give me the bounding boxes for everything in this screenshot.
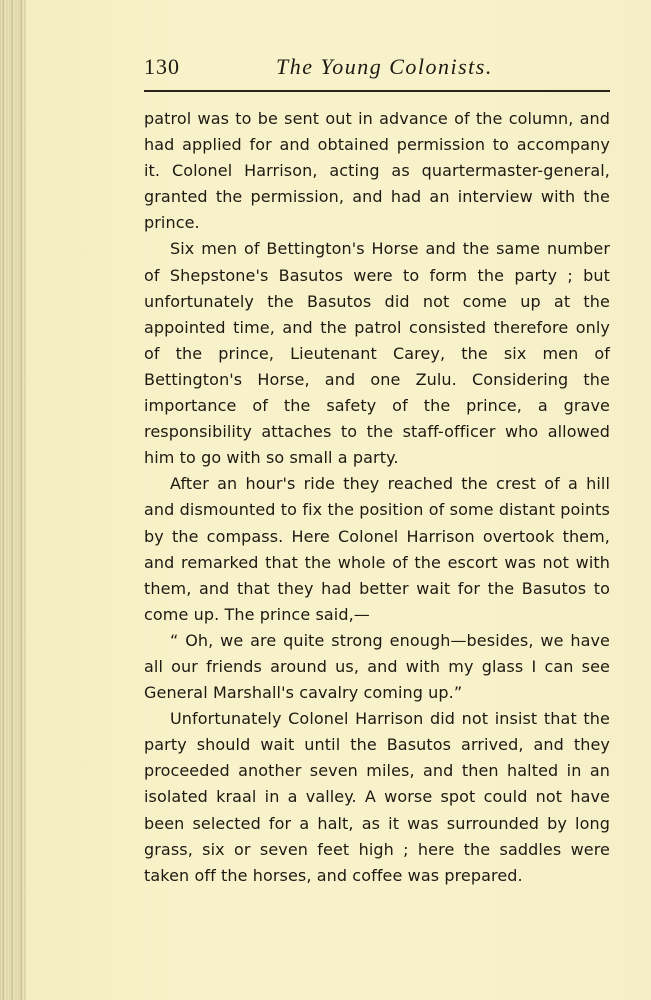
book-gutter [0,0,26,1000]
paragraph-5: Unfortunately Colonel Harrison did not insist that the party should wait until the Basutos arrived, and they proceeded another seven miles, and then halted in an isolated kraal in a valley. A worse spot could not have been selected for a halt, as it was surrounded by long grass, six or seven feet high ; here the saddles were taken off the horses, and coffee was prepared. [144,709,610,885]
paragraph-3: After an hour's ride they reached the crest of a hill and dismounted to fix the position of some distant points by the compass. Here Colonel Harrison overtook them, and remarked that the whole of the escort was not with them, and that they had better wait for the Basutos to come up. The prince said,— [144,474,610,624]
paragraph-2: Six men of Bettington's Horse and the same number of Shepstone's Basutos were to form the party ; but unfortunately the Basutos did not come up at the appointed time, and the patrol consisted therefore only of the prince, Lieutenant Carey, the six men of Bettington's Horse, and one Zulu. Considering the importance of the safety of the prince, a grave responsibility attaches to the staff-officer who allowed him to go with so small a party. [144,239,610,468]
page-number: 130 [144,54,180,79]
page-header [144,52,610,82]
paragraph-4: “ Oh, we are quite strong enough—besides, we have all our friends around us, and with my glass I can see General Marshall's cavalry coming up.” [144,630,610,703]
running-title: The Young Colonists. [276,54,493,79]
header-rule [144,90,610,92]
paragraph-1: patrol was to be sent out in advance of the column, and had applied for and obtained permission to accompany it. Colonel Harrison, acting as quartermaster-general, granted the permission, and had an interview with the prince. [144,109,610,233]
body-text [144,106,610,889]
